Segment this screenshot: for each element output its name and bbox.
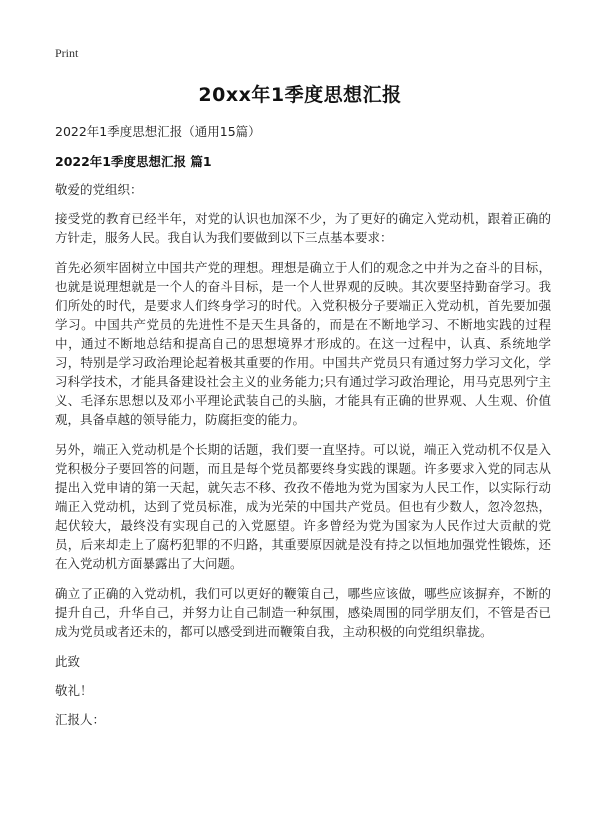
signature-label: 汇报人： (55, 712, 106, 727)
closing-line-2: 敬礼！ (55, 683, 93, 698)
salutation: 敬爱的党组织： (55, 182, 143, 197)
paragraph-2: 首先必须牢固树立中国共产党的理想。理想是确立于人们的观念之中并为之奋斗的目标，也就是说理想就是一个人的奋斗目标，是一个人世界观的反映。其次要坚持勤奋学习。我们所处的时代，是要求人们终身学习的时代。入党积极分子要端正入党动机，首先要加强学习。中国共产党员的先进性不是天生具备的，而是在不断地学习、不断地实践的过程中，通过不断地总结和提高自己的思想境界才形成的。在这一过程中，认真、系统地学习，特别是学习政治理论起着极其重要的作用。中国共产党员只有通过努力学习文化，学习科学技术，才能具备建设社会主义的业务能力;只有通过学习政治理论，用马克思列宁主义、毛泽东思想以及邓小平理论武装自己的头脑，才能具有正确的世界观、人生观、价值观，具备卓越的领导能力，防腐拒变的能力。 (55, 260, 551, 427)
print-label[interactable]: Print (55, 46, 79, 60)
letter-body (55, 180, 551, 739)
paragraph-4: 确立了正确的入党动机，我们可以更好的鞭策自己，哪些应该做，哪些应该摒弃，不断的提升自己，升华自己，并努力让自己制造一种氛围，感染周围的同学朋友们，不管是否已成为党员或者还未的，都可以感受到进而鞭策自我，主动积极的向党组织靠拢。 (55, 586, 551, 639)
paragraph-3: 另外，端正入党动机是个长期的话题，我们要一直坚持。可以说，端正入党动机不仅是入党积极分子要回答的问题，而且是每个党员都要终身实践的课题。许多要求入党的同志从提出入党申请的第一天起，就矢志不移、孜孜不倦地为党为国家为人民工作，以实际行动端正入党动机，达到了党员标准，成为光荣的中国共产党员。但也有少数人，忽冷忽热，起伏较大，最终没有实现自己的入党愿望。许多曾经为党为国家为人民作过大贡献的党员，后来却走上了腐朽犯罪的不归路，其重要原因就是没有持之以恒地加强党性锻炼，还在入党动机方面暴露出了大问题。 (55, 442, 551, 571)
document-subtitle: 2022年1季度思想汇报（通用15篇） (55, 124, 261, 139)
document-title: 20xx年1季度思想汇报 (198, 84, 402, 106)
closing-line-1: 此致 (55, 654, 81, 669)
paragraph-1: 接受党的教育已经半年，对党的认识也加深不少，为了更好的确定入党动机，跟着正确的方针走，服务人民。我自认为我们要做到以下三点基本要求： (55, 211, 551, 245)
section-heading: 2022年1季度思想汇报 篇1 (55, 154, 212, 169)
